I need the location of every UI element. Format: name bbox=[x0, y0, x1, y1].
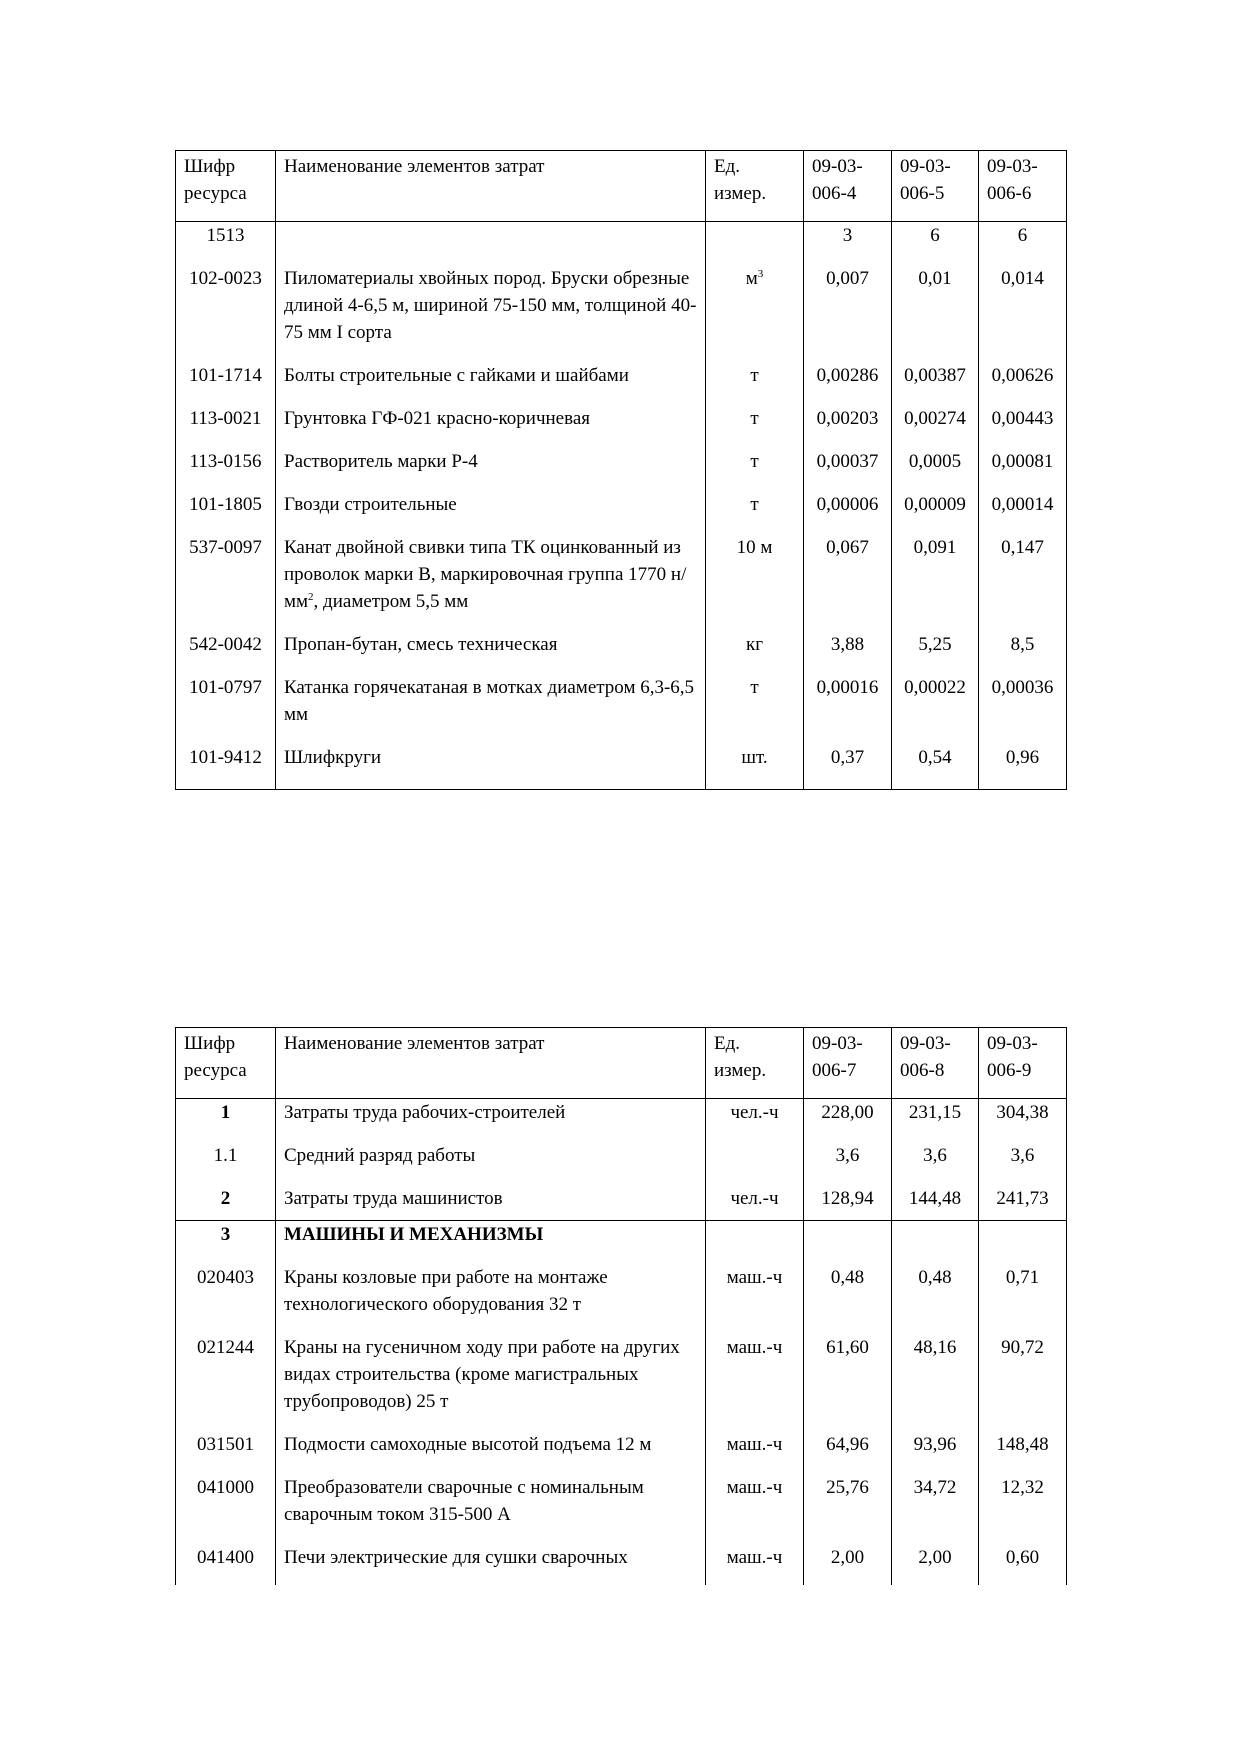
table-header-row bbox=[176, 151, 1067, 222]
resource-name: Средний разряд работы bbox=[276, 1134, 706, 1177]
norm-value: 148,48 bbox=[979, 1423, 1067, 1466]
norm-value: 90,72 bbox=[979, 1326, 1067, 1423]
resource-code: 021244 bbox=[176, 1326, 276, 1423]
resource-name: Пропан-бутан, смесь техническая bbox=[276, 623, 706, 666]
resource-unit bbox=[706, 1134, 804, 1177]
norm-value: 2,00 bbox=[804, 1536, 892, 1585]
resource-unit: т bbox=[706, 354, 804, 397]
table-row bbox=[176, 526, 1067, 623]
resource-code: 031501 bbox=[176, 1423, 276, 1466]
resource-unit: т bbox=[706, 483, 804, 526]
resource-name: Пиломатериалы хвойных пород. Бруски обрезные длиной 4-6,5 м, шириной 75-150 мм, толщиной 40-75 мм I сорта bbox=[276, 257, 706, 354]
resource-code: 102-0023 bbox=[176, 257, 276, 354]
norm-value: 61,60 bbox=[804, 1326, 892, 1423]
resource-name: Грунтовка ГФ-021 красно-коричневая bbox=[276, 397, 706, 440]
resource-name: Гвозди строительные bbox=[276, 483, 706, 526]
table-row bbox=[176, 1466, 1067, 1536]
norm-value: 3 bbox=[804, 222, 892, 258]
table-row bbox=[176, 222, 1067, 258]
resource-unit bbox=[706, 1221, 804, 1257]
header-norm-2: 09-03-006-8 bbox=[892, 1028, 979, 1099]
table-row bbox=[176, 623, 1067, 666]
table-row bbox=[176, 736, 1067, 790]
norm-value: 6 bbox=[892, 222, 979, 258]
norm-value: 0,00081 bbox=[979, 440, 1067, 483]
norm-value: 0,60 bbox=[979, 1536, 1067, 1585]
norm-value: 231,15 bbox=[892, 1099, 979, 1135]
table-row bbox=[176, 257, 1067, 354]
resource-unit: чел.-ч bbox=[706, 1177, 804, 1221]
norm-value bbox=[979, 1221, 1067, 1257]
resource-code: 041000 bbox=[176, 1466, 276, 1536]
resource-name: Катанка горячекатаная в мотках диаметром 6,3-6,5 мм bbox=[276, 666, 706, 736]
norm-value: 0,00022 bbox=[892, 666, 979, 736]
resource-name: Краны на гусеничном ходу при работе на других видах строительства (кроме магистральных трубопроводов) 25 т bbox=[276, 1326, 706, 1423]
resource-unit: т bbox=[706, 666, 804, 736]
norm-value: 48,16 bbox=[892, 1326, 979, 1423]
resource-code: 2 bbox=[176, 1177, 276, 1221]
resource-code: 3 bbox=[176, 1221, 276, 1257]
resource-code: 1.1 bbox=[176, 1134, 276, 1177]
table-row bbox=[176, 666, 1067, 736]
norm-value: 93,96 bbox=[892, 1423, 979, 1466]
unit-text: м bbox=[745, 268, 758, 289]
norm-value: 2,00 bbox=[892, 1536, 979, 1585]
table-row bbox=[176, 1326, 1067, 1423]
norm-value: 0,00203 bbox=[804, 397, 892, 440]
norm-value: 0,0005 bbox=[892, 440, 979, 483]
resource-code: 1 bbox=[176, 1099, 276, 1135]
norm-value: 0,00626 bbox=[979, 354, 1067, 397]
header-norm-1: 09-03-006-4 bbox=[804, 151, 892, 222]
table-row bbox=[176, 354, 1067, 397]
name-superscript: 2 bbox=[308, 591, 314, 603]
resource-name: Растворитель марки Р-4 bbox=[276, 440, 706, 483]
norm-value: 128,94 bbox=[804, 1177, 892, 1221]
resource-code: 101-9412 bbox=[176, 736, 276, 790]
resource-name: Краны козловые при работе на монтаже технологического оборудования 32 т bbox=[276, 1256, 706, 1326]
resource-code: 101-1714 bbox=[176, 354, 276, 397]
table-row bbox=[176, 1177, 1067, 1221]
norm-value: 0,014 bbox=[979, 257, 1067, 354]
unit-superscript: 3 bbox=[757, 268, 764, 280]
table-row bbox=[176, 1256, 1067, 1326]
resource-name: Преобразователи сварочные с номинальным сварочным током 315-500 А bbox=[276, 1466, 706, 1536]
resource-name bbox=[276, 222, 706, 258]
resource-unit: т bbox=[706, 397, 804, 440]
header-unit: Ед. измер. bbox=[706, 1028, 804, 1099]
resource-unit: т bbox=[706, 440, 804, 483]
norm-value: 0,067 bbox=[804, 526, 892, 623]
resource-name: Болты строительные с гайками и шайбами bbox=[276, 354, 706, 397]
table-row bbox=[176, 440, 1067, 483]
norm-value: 0,091 bbox=[892, 526, 979, 623]
norm-value: 0,00006 bbox=[804, 483, 892, 526]
resource-unit: 10 м bbox=[706, 526, 804, 623]
norm-value: 228,00 bbox=[804, 1099, 892, 1135]
resource-code: 113-0021 bbox=[176, 397, 276, 440]
norm-value: 0,71 bbox=[979, 1256, 1067, 1326]
norm-value: 0,147 bbox=[979, 526, 1067, 623]
section-title: МАШИНЫ И МЕХАНИЗМЫ bbox=[276, 1221, 706, 1257]
norm-value: 304,38 bbox=[979, 1099, 1067, 1135]
header-norm-2: 09-03-006-5 bbox=[892, 151, 979, 222]
resource-unit: маш.-ч bbox=[706, 1466, 804, 1536]
resource-unit bbox=[706, 222, 804, 258]
header-resource-code: Шифр ресурса bbox=[176, 151, 276, 222]
norm-value: 0,00387 bbox=[892, 354, 979, 397]
header-cost-element-name: Наименование элементов затрат bbox=[276, 151, 706, 222]
resource-name-text: Канат двойной свивки типа ТК оцинкованный из проволок марки В, маркировочная группа 1770 н/мм bbox=[284, 537, 687, 612]
table-row bbox=[176, 483, 1067, 526]
norm-value: 0,00274 bbox=[892, 397, 979, 440]
norm-value: 0,007 bbox=[804, 257, 892, 354]
norm-value: 0,00036 bbox=[979, 666, 1067, 736]
norm-value: 0,00016 bbox=[804, 666, 892, 736]
norm-value bbox=[804, 1221, 892, 1257]
norm-value: 0,01 bbox=[892, 257, 979, 354]
resource-unit: кг bbox=[706, 623, 804, 666]
resource-code: 041400 bbox=[176, 1536, 276, 1585]
norm-value: 3,6 bbox=[892, 1134, 979, 1177]
norm-value: 64,96 bbox=[804, 1423, 892, 1466]
resource-code: 1513 bbox=[176, 222, 276, 258]
header-norm-3: 09-03-006-6 bbox=[979, 151, 1067, 222]
resource-code: 101-0797 bbox=[176, 666, 276, 736]
resource-name: Печи электрические для сушки сварочных bbox=[276, 1536, 706, 1585]
table-row bbox=[176, 1423, 1067, 1466]
table-row bbox=[176, 1536, 1067, 1585]
norm-value: 0,00443 bbox=[979, 397, 1067, 440]
header-norm-1: 09-03-006-7 bbox=[804, 1028, 892, 1099]
section-row-machines bbox=[176, 1221, 1067, 1257]
resource-name: Подмости самоходные высотой подъема 12 м bbox=[276, 1423, 706, 1466]
norm-value: 241,73 bbox=[979, 1177, 1067, 1221]
norm-value bbox=[892, 1221, 979, 1257]
resource-code: 542-0042 bbox=[176, 623, 276, 666]
header-resource-code: Шифр ресурса bbox=[176, 1028, 276, 1099]
norm-value: 8,5 bbox=[979, 623, 1067, 666]
resource-unit: маш.-ч bbox=[706, 1423, 804, 1466]
norm-value: 3,6 bbox=[979, 1134, 1067, 1177]
table-row bbox=[176, 1134, 1067, 1177]
header-unit: Ед. измер. bbox=[706, 151, 804, 222]
table-header-row bbox=[176, 1028, 1067, 1099]
norm-value: 3,6 bbox=[804, 1134, 892, 1177]
resource-code: 101-1805 bbox=[176, 483, 276, 526]
resource-unit: чел.-ч bbox=[706, 1099, 804, 1135]
resource-name bbox=[276, 526, 706, 623]
resource-unit: шт. bbox=[706, 736, 804, 790]
resource-name-text-end: , диаметром 5,5 мм bbox=[313, 591, 469, 612]
resource-unit: маш.-ч bbox=[706, 1326, 804, 1423]
resource-unit bbox=[706, 257, 804, 354]
resource-table-materials bbox=[175, 150, 1067, 790]
norm-value: 3,88 bbox=[804, 623, 892, 666]
norm-value: 0,37 bbox=[804, 736, 892, 790]
resource-table-labor-machines bbox=[175, 1027, 1067, 1585]
table-row bbox=[176, 397, 1067, 440]
resource-code: 020403 bbox=[176, 1256, 276, 1326]
norm-value: 34,72 bbox=[892, 1466, 979, 1536]
resource-code: 537-0097 bbox=[176, 526, 276, 623]
norm-value: 6 bbox=[979, 222, 1067, 258]
resource-unit: маш.-ч bbox=[706, 1256, 804, 1326]
norm-value: 12,32 bbox=[979, 1466, 1067, 1536]
resource-code: 113-0156 bbox=[176, 440, 276, 483]
header-cost-element-name: Наименование элементов затрат bbox=[276, 1028, 706, 1099]
norm-value: 0,00009 bbox=[892, 483, 979, 526]
resource-name: Затраты труда машинистов bbox=[276, 1177, 706, 1221]
norm-value: 0,00014 bbox=[979, 483, 1067, 526]
norm-value: 0,00286 bbox=[804, 354, 892, 397]
header-norm-3: 09-03-006-9 bbox=[979, 1028, 1067, 1099]
norm-value: 0,54 bbox=[892, 736, 979, 790]
norm-value: 25,76 bbox=[804, 1466, 892, 1536]
resource-name: Затраты труда рабочих-строителей bbox=[276, 1099, 706, 1135]
norm-value: 0,00037 bbox=[804, 440, 892, 483]
resource-name: Шлифкруги bbox=[276, 736, 706, 790]
norm-value: 5,25 bbox=[892, 623, 979, 666]
resource-unit: маш.-ч bbox=[706, 1536, 804, 1585]
norm-value: 0,48 bbox=[892, 1256, 979, 1326]
table-row bbox=[176, 1099, 1067, 1135]
norm-value: 0,48 bbox=[804, 1256, 892, 1326]
norm-value: 144,48 bbox=[892, 1177, 979, 1221]
norm-value: 0,96 bbox=[979, 736, 1067, 790]
